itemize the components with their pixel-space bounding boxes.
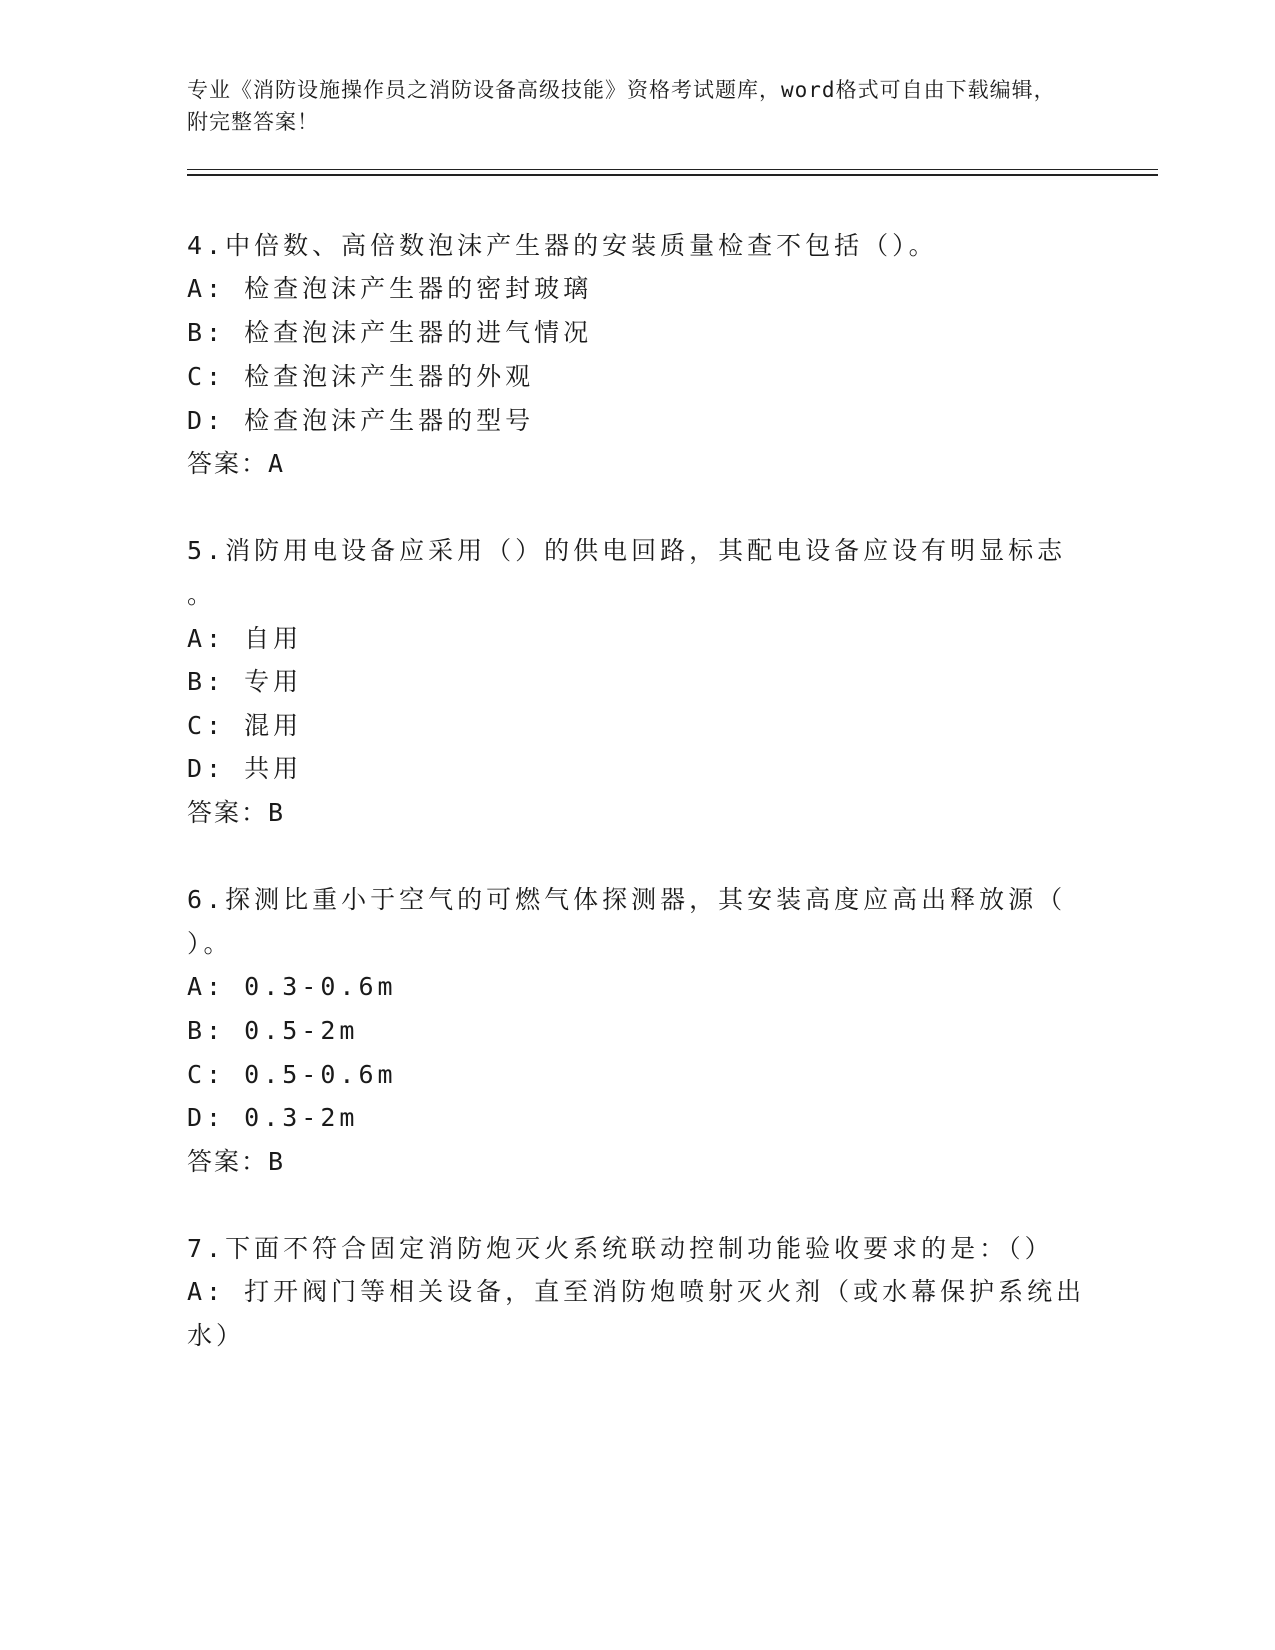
question-5-option-b: B: 专用 <box>187 667 303 696</box>
question-6-option-b: B: 0.5-2m <box>187 1016 359 1045</box>
document-header: 专业《消防设施操作员之消防设备高级技能》资格考试题库，word格式可自由下载编辑，附完整答案！ <box>187 78 1056 134</box>
question-4-option-b: B: 检查泡沫产生器的进气情况 <box>187 318 593 347</box>
question-6-stem-cont: ）。 <box>187 929 233 958</box>
question-6-option-c: C: 0.5-0.6m <box>187 1060 397 1089</box>
question-5-option-c: C: 混用 <box>187 711 303 740</box>
question-5-answer: 答案：B <box>187 798 286 827</box>
question-7-option-a: A: 打开阀门等相关设备，直至消防炮喷射灭火剂（或水幕保护系统出 <box>187 1277 1086 1306</box>
header-divider-thin <box>187 169 1158 170</box>
question-5-stem: 5.消防用电设备应采用（）的供电回路，其配电设备应设有明显标志 <box>187 536 1067 565</box>
question-6-answer: 答案：B <box>187 1147 286 1176</box>
question-7-option-a-cont: 水） <box>187 1321 246 1350</box>
question-4-option-c: C: 检查泡沫产生器的外观 <box>187 362 535 391</box>
question-4-option-a: A: 检查泡沫产生器的密封玻璃 <box>187 274 593 303</box>
question-4-answer: 答案：A <box>187 449 286 478</box>
question-4-option-d: D: 检查泡沫产生器的型号 <box>187 406 535 435</box>
question-4-stem: 4.中倍数、高倍数泡沫产生器的安装质量检查不包括（）。 <box>187 231 938 260</box>
question-7-stem: 7.下面不符合固定消防炮灭火系统联动控制功能验收要求的是：（） <box>187 1234 1054 1263</box>
question-5-option-a: A: 自用 <box>187 624 303 653</box>
question-6-stem: 6.探测比重小于空气的可燃气体探测器，其安装高度应高出释放源（ <box>187 885 1067 914</box>
question-6-option-d: D: 0.3-2m <box>187 1103 359 1132</box>
question-5-option-d: D: 共用 <box>187 754 303 783</box>
question-5-stem-cont: 。 <box>187 580 217 609</box>
question-6-option-a: A: 0.3-0.6m <box>187 972 397 1001</box>
header-divider-thick <box>187 174 1158 176</box>
